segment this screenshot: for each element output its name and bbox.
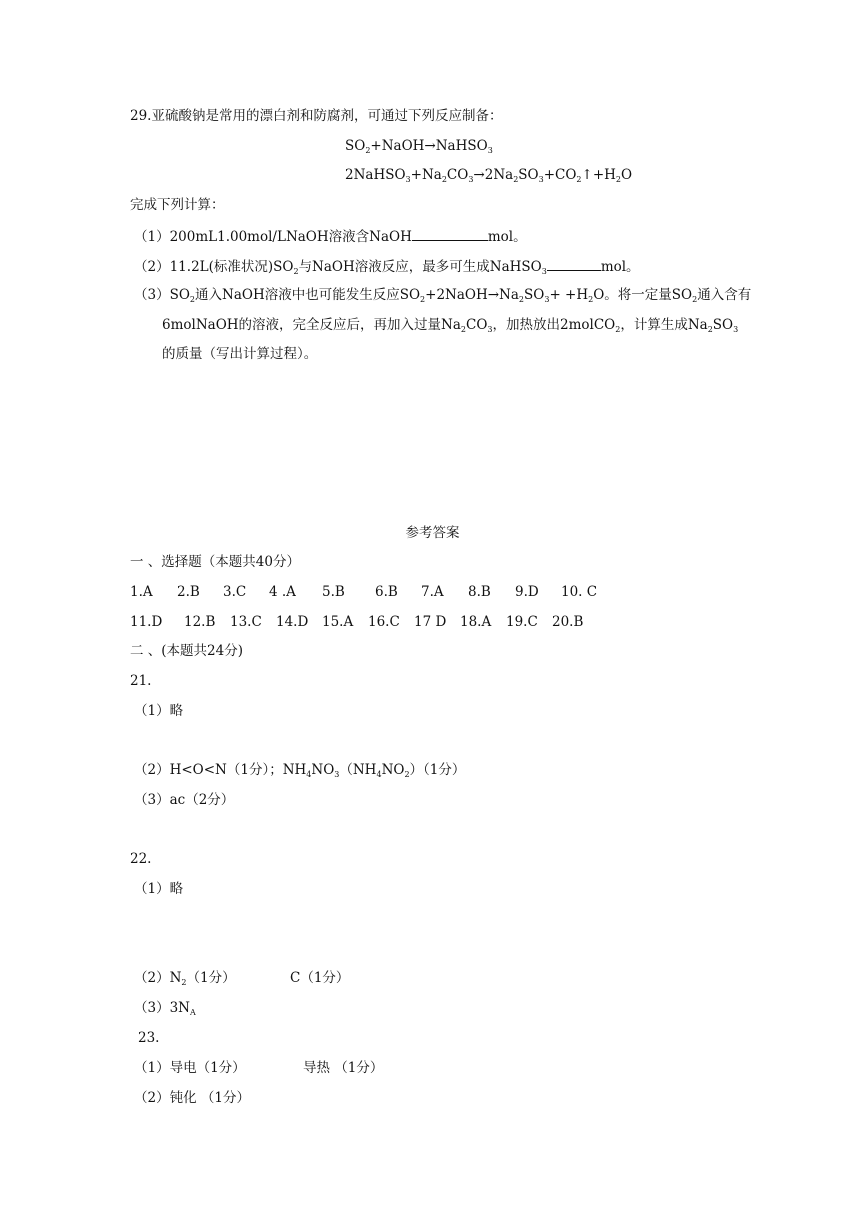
section-2-heading: 二 、(本题共24分) bbox=[130, 643, 244, 659]
answer-item: 1.A bbox=[130, 584, 153, 600]
q21-answer-2: （2）H<O<N（1分）；$NH_4NO_3(NH_4NO_2)(1$分） bbox=[134, 762, 466, 779]
answer-item: 2.B bbox=[177, 584, 200, 600]
answer-item: 20.B bbox=[552, 614, 584, 630]
part-1: （1）200mL1.00mol/LNaOH溶液含NaOH mol。 bbox=[134, 226, 527, 246]
section-1-heading: 一 、选择题（本题共40分） bbox=[130, 554, 300, 570]
answer-item: 10. C bbox=[561, 584, 598, 600]
q22-answer-2b: C（1分） bbox=[290, 970, 350, 986]
answer-item: 6.B bbox=[375, 584, 398, 600]
answer-item: 7.A bbox=[421, 584, 444, 600]
part-3-line-2: 6molNaOH的溶液，完全反应后，再加入过量$Na_2CO_3$，加热放出2molCO$_2$，计算生成$Na_2SO_3$ bbox=[162, 317, 739, 334]
answers-title: 参考答案 bbox=[405, 525, 460, 541]
q23-answer-1b: 导热 （1分） bbox=[303, 1060, 384, 1076]
answer-item: 19.C bbox=[506, 614, 538, 630]
calculation-prompt: 完成下列计算： bbox=[130, 197, 225, 213]
q21-number: 21. bbox=[130, 673, 152, 689]
part-3-line-3: 的质量（写出计算过程）。 bbox=[162, 346, 318, 362]
q23-answer-1a: （1）导电（1分） bbox=[134, 1060, 246, 1076]
answer-item: 5.B bbox=[322, 584, 345, 600]
answer-item: 4 .A bbox=[269, 584, 296, 600]
answer-item: 18.A bbox=[460, 614, 492, 630]
answer-item: 12.B bbox=[184, 614, 216, 630]
question-intro: 29.亚硫酸钠是常用的漂白剂和防腐剂，可通过下列反应制备： bbox=[130, 108, 503, 124]
reaction-equation-2: $2NaHSO_3+Na_2CO_3\to 2Na_2SO_3+CO_2↑+H_2O$ bbox=[345, 167, 633, 184]
q22-answer-3: $(3)3N_A$ bbox=[134, 1000, 196, 1017]
q22-number: 22. bbox=[130, 851, 152, 867]
answer-item: 17 D bbox=[414, 614, 447, 630]
answer-item: 9.D bbox=[515, 584, 539, 600]
answer-blank-1[interactable] bbox=[412, 226, 488, 241]
q21-answer-1: （1）略 bbox=[134, 703, 184, 719]
reaction-equation-1: $SO_2+NaOH\to NaHSO_3$ bbox=[345, 138, 493, 155]
answer-item: 11.D bbox=[130, 614, 163, 630]
q23-answer-2: （2）钝化 （1分） bbox=[134, 1090, 250, 1106]
answer-item: 15.A bbox=[322, 614, 354, 630]
answer-blank-2[interactable] bbox=[547, 256, 601, 271]
answer-item: 14.D bbox=[276, 614, 309, 630]
answer-item: 3.C bbox=[223, 584, 247, 600]
answer-item: 13.C bbox=[230, 614, 262, 630]
question-number: 29. bbox=[130, 108, 152, 124]
q22-answer-2a: $(2)N_2(1$分） bbox=[134, 970, 236, 987]
part-2: （2）11.2L(标准状况)$SO_2$与NaOH溶液反应，最多可生成NaHSO$_3$ mol。 bbox=[134, 256, 640, 276]
q23-number: 23. bbox=[138, 1030, 160, 1046]
answer-item: 8.B bbox=[468, 584, 491, 600]
q21-answer-3: （3）ac（2分） bbox=[134, 792, 235, 808]
answer-item: 16.C bbox=[368, 614, 400, 630]
part-3-line-1: $(3)SO_2$通入NaOH溶液中也可能发生反应$SO_2+2NaOH\to Na_2SO_3+ +H_2O$。将一定量$SO_2$通入含有 bbox=[134, 287, 752, 304]
q22-answer-1: （1）略 bbox=[134, 881, 184, 897]
